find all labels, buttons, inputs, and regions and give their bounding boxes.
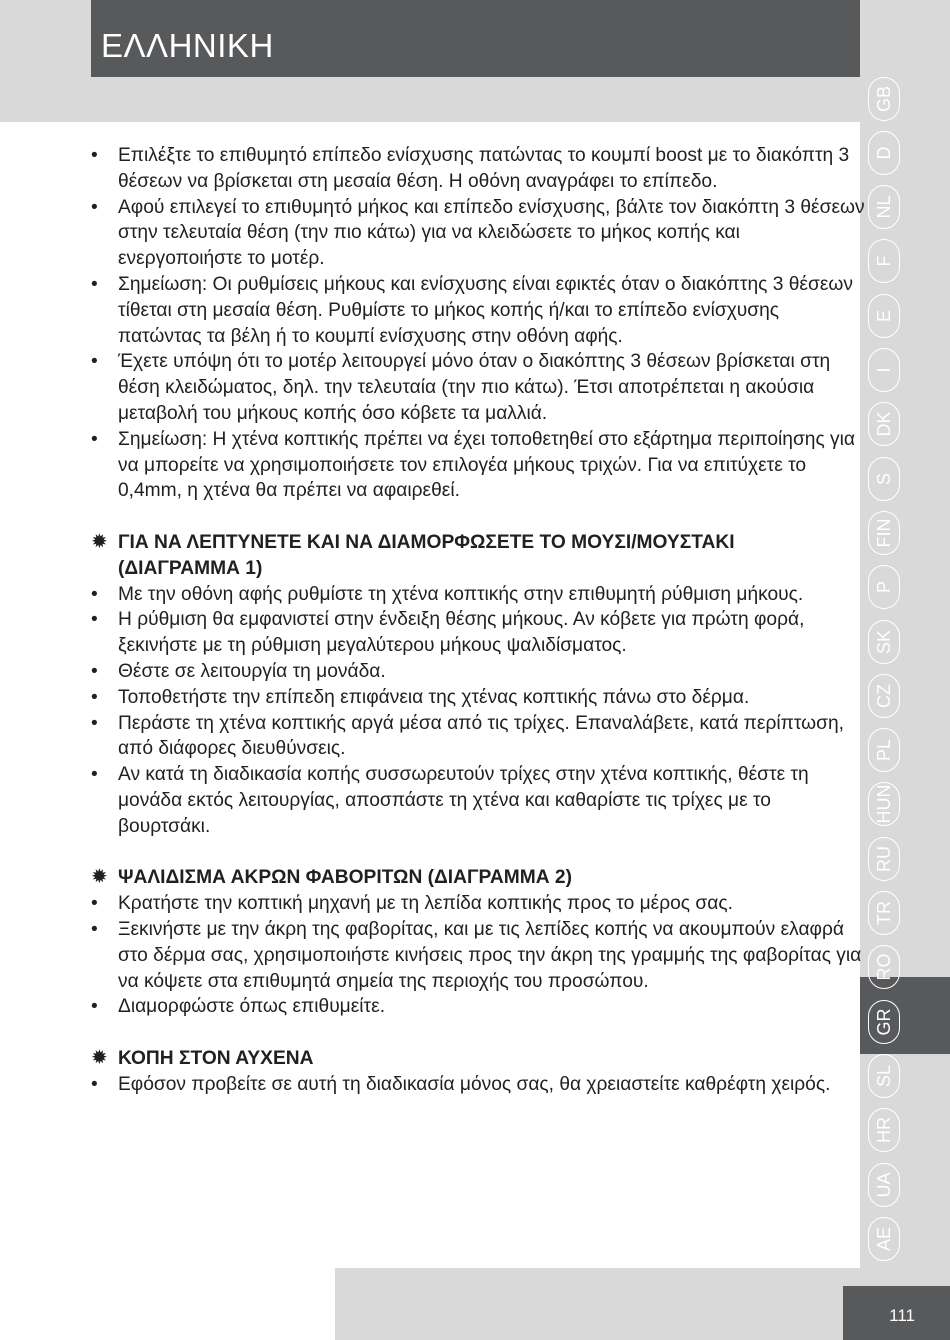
bullet-icon: • (91, 1073, 98, 1095)
language-tab-label: UA (868, 1163, 900, 1207)
list-item (91, 659, 866, 685)
language-tab-f[interactable] (862, 236, 906, 287)
section-heading (91, 530, 866, 582)
list-item-text: Σημείωση: Οι ρυθμίσεις μήκους και ενίσχυσης είναι εφικτές όταν ο διακόπτης 3 θέσεων τίθεται στη μεσαία θέση. Ρυθμίστε το μήκος κοπής ή/και το επίπεδο ενίσχυσης πατώντας τα βέλη ή το κουμπί ενίσχυσης στην οθόνη αφής. (118, 273, 853, 347)
language-tab-nl[interactable] (862, 182, 906, 233)
list-item (91, 917, 866, 994)
section-spacer (91, 840, 866, 866)
list-item-text: Αν κατά τη διαδικασία κοπής συσσωρευτούν τρίχες στην χτένα κοπτικής, θέστε τη μονάδα εκτός λειτουργίας, αποσπάστε τη χτένα και καθαρίστε τις τρίχες με το βουρτσάκι. (118, 764, 809, 837)
list-item-text: Ξεκινήστε με την άκρη της φαβορίτας, και με τις λεπίδες κοπής να ακουμπούν ελαφρά στο δέρμα σας, χρησιμοποιήστε κινήσεις προς την άκρη της γραμμής της φαβορίτας για να κόψετε στα επιθυμητά σημεία της περιοχής του προσώπου. (118, 918, 862, 992)
list-item-text: Θέστε σε λειτουργία τη μονάδα. (118, 660, 386, 682)
language-tab-label: FIN (868, 511, 900, 555)
language-tab-label: TR (868, 891, 900, 935)
list-item-text: Η ρύθμιση θα εμφανιστεί στην ένδειξη θέσης μήκους. Αν κόβετε για πρώτη φορά, ξεκινήστε με τη ρύθμιση μεγαλύτερου μήκους ψαλιδίσματος. (118, 609, 805, 657)
section-heading-text: ΚΟΠΗ ΣΤΟΝ ΑΥΧΕΝΑ (118, 1047, 314, 1069)
language-tab-label: PL (868, 728, 900, 772)
bullet-icon: • (91, 712, 98, 734)
section-beard-trim (91, 530, 866, 840)
bullet-icon: • (91, 196, 98, 218)
bullet-icon: • (91, 660, 98, 682)
language-tab-label: RO (868, 945, 900, 989)
list-item (91, 349, 866, 426)
language-tab-label: AE (868, 1217, 900, 1261)
list-item (91, 272, 866, 349)
bullet-icon: • (91, 145, 98, 166)
bullet-icon: • (91, 273, 98, 295)
bullet-icon: • (91, 893, 98, 915)
language-tab-label: NL (868, 185, 900, 229)
list-item (91, 195, 866, 272)
language-tab-dk[interactable] (862, 399, 906, 450)
bullet-icon: • (91, 764, 98, 786)
section-spacer (91, 504, 866, 530)
list-item (91, 582, 866, 608)
intro-list (91, 143, 866, 504)
language-tab-ua[interactable] (862, 1159, 906, 1210)
list-item-text: Επιλέξτε το επιθυμητό επίπεδο ενίσχυσης πατώντας το κουμπί boost με το διακόπτη 3 θέσεων να βρίσκεται στη μεσαία θέση. Η οθόνη αναγράφει το επίπεδο. (118, 145, 850, 192)
language-tab-label: GR (868, 1000, 900, 1044)
language-tab-label: HR (868, 1108, 900, 1152)
list-item-text: Διαμορφώστε όπως επιθυμείτε. (118, 996, 386, 1018)
language-tab-label: I (868, 348, 900, 392)
section-heading-text: ΓΙΑ ΝΑ ΛΕΠΤΥΝΕΤΕ ΚΑΙ ΝΑ ΔΙΑΜΟΡΦΩΣΕΤΕ ΤΟ ΜΟΥΣΙ/ΜΟΥΣΤΑΚΙ (118, 531, 735, 553)
language-tab-label: SL (868, 1054, 900, 1098)
section-neck-trim (91, 1046, 866, 1098)
language-tab-label: HUN (868, 782, 900, 826)
list-item (91, 762, 866, 839)
sun-icon: ✹ (91, 866, 108, 889)
language-tab-hr[interactable] (862, 1105, 906, 1156)
list-item (91, 607, 866, 659)
list-item-text: Σημείωση: Η χτένα κοπτικής πρέπει να έχει τοποθετηθεί στο εξάρτημα περιποίησης για να μπορείτε να χρησιμοποιήσετε τον επιλογέα μήκους τριχών. Για να επιτύχετε το 0,4mm, η χτένα θα πρέπει να αφαιρεθεί. (118, 428, 856, 502)
sun-icon: ✹ (91, 1046, 108, 1069)
list-item-text: Αφού επιλεγεί το επιθυμητό μήκος και επίπεδο ενίσχυσης, βάλτε τον διακόπτη 3 θέσεων στην τελευταία θέση (την πιο κάτω) για να κλειδώσετε το μήκος κοπής και ενεργοποιήστε το μοτέρ. (118, 196, 865, 270)
list-item-text: Περάστε τη χτένα κοπτικής αργά μέσα από τις τρίχες. Επαναλάβετε, κατά περίπτωση, από διάφορες διευθύνσεις. (118, 712, 845, 760)
language-tab-hun[interactable] (862, 779, 906, 830)
language-tab-cz[interactable] (862, 670, 906, 721)
language-tab-label: E (868, 294, 900, 338)
language-tab-d[interactable] (862, 127, 906, 178)
section-sideburn-trim (91, 865, 866, 1020)
language-tab-ro[interactable] (862, 942, 906, 993)
language-tab-sk[interactable] (862, 616, 906, 667)
language-tab-pl[interactable] (862, 725, 906, 776)
list-item-text: Έχετε υπόψη ότι το μοτέρ λειτουργεί μόνο όταν ο διακόπτης 3 θέσεων βρίσκεται στη θέση κλειδώματος, δηλ. την τελευταία (την πιο κάτω). Έτσι αποτρέπεται η ακούσια μεταβολή του μήκους κοπής όσο κόβετε τα μαλλιά. (118, 351, 831, 424)
main-content (91, 143, 866, 1097)
section-heading (91, 1046, 866, 1072)
bullet-icon: • (91, 351, 98, 373)
list-item (91, 994, 866, 1020)
language-tab-tr[interactable] (862, 888, 906, 939)
list-item (91, 685, 866, 711)
language-tab-ae[interactable] (862, 1213, 906, 1264)
language-tab-label: S (868, 457, 900, 501)
list-item (91, 891, 866, 917)
language-tab-fin[interactable] (862, 507, 906, 558)
language-tab-gr[interactable] (862, 996, 906, 1047)
language-tab-label: CZ (868, 674, 900, 718)
list-item-text: Κρατήστε την κοπτική μηχανή με τη λεπίδα κοπτικής προς το μέρος σας. (118, 893, 733, 915)
page-title: ΕΛΛΗΝΙΚΗ (101, 27, 274, 64)
page-number: 111 (889, 1306, 915, 1325)
language-tab-label: P (868, 565, 900, 609)
language-tab-gb[interactable] (862, 73, 906, 124)
list-item-text: Τοποθετήστε την επίπεδη επιφάνεια της χτένας κοπτικής πάνω στο δέρμα. (118, 686, 750, 708)
footer-band (335, 1268, 860, 1340)
bullet-icon: • (91, 686, 98, 708)
language-tab-sl[interactable] (862, 1050, 906, 1101)
language-tab-label: D (868, 131, 900, 175)
language-tab-e[interactable] (862, 290, 906, 341)
language-tab-s[interactable] (862, 453, 906, 504)
list-item (91, 1072, 866, 1098)
bullet-icon: • (91, 609, 98, 631)
language-tab-i[interactable] (862, 345, 906, 396)
language-tab-label: SK (868, 620, 900, 664)
section-spacer (91, 1020, 866, 1046)
bullet-icon: • (91, 996, 98, 1018)
language-tab-label: RU (868, 837, 900, 881)
language-tab-ru[interactable] (862, 833, 906, 884)
language-tab-label: F (868, 239, 900, 283)
section-heading-text: ΨΑΛΙΔΙΣΜΑ ΑΚΡΩΝ ΦΑΒΟΡΙΤΩΝ (ΔΙΑΓΡΑΜΜΑ 2) (118, 867, 572, 889)
section-heading (91, 865, 866, 891)
language-tab-label: GB (868, 77, 900, 121)
bullet-icon: • (91, 428, 98, 450)
list-item (91, 143, 866, 195)
list-item-text: Εφόσον προβείτε σε αυτή τη διαδικασία μόνος σας, θα χρειαστείτε καθρέφτη χειρός. (118, 1073, 831, 1095)
list-item (91, 711, 866, 763)
sun-icon: ✹ (91, 530, 108, 553)
bullet-icon: • (91, 918, 98, 940)
section-heading-subtext: (ΔΙΑΓΡΑΜΜΑ 1) (118, 557, 263, 579)
bullet-icon: • (91, 583, 98, 605)
list-item (91, 427, 866, 504)
language-tab-p[interactable] (862, 562, 906, 613)
list-item-text: Με την οθόνη αφής ρυθμίστε τη χτένα κοπτικής στην επιθυμητή ρύθμιση μήκους. (118, 583, 804, 605)
language-tab-label: DK (868, 402, 900, 446)
